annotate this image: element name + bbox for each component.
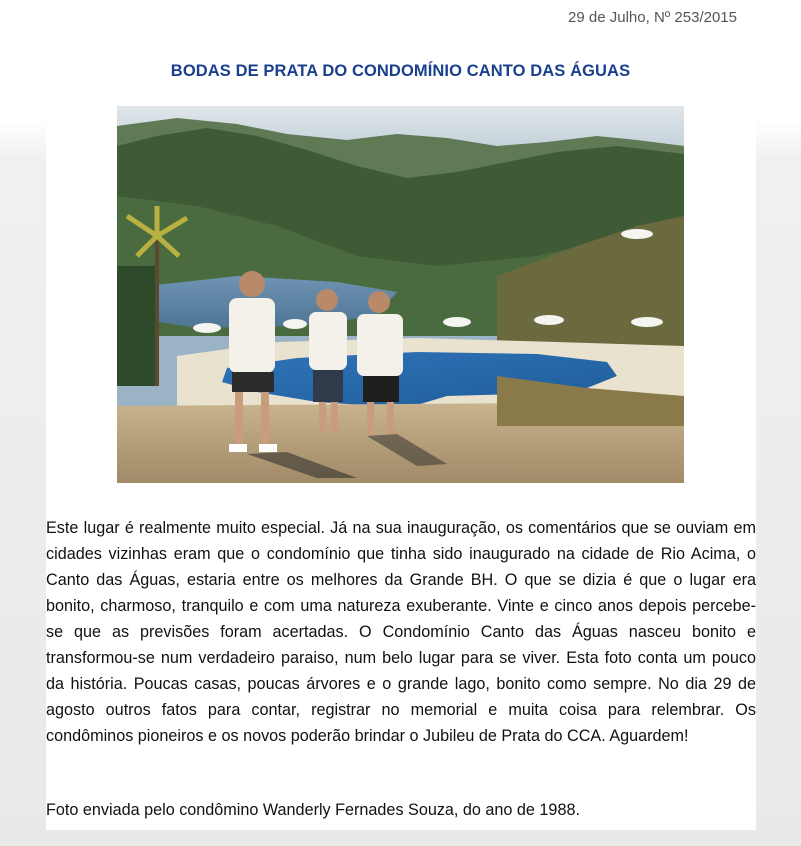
photo-illustration [117, 106, 684, 483]
photo-credit: Foto enviada pelo condômino Wanderly Fernades Souza, do ano de 1988. [46, 801, 580, 819]
article-photo [117, 106, 684, 483]
article-body: Este lugar é realmente muito especial. Já na sua inauguração, os comentários que se ouviam em cidades vizinhas eram que o condomínio que tinha sido inaugurado na cidade de Rio Acima, o Canto das Águas, estaria entre os melhores da Grande BH. O que se dizia é que o lugar era bonito, charmoso, tranquilo e com uma natureza exuberante. Vinte e cinco anos depois percebe-se que as previsões foram acertadas. O Condomínio Canto das Águas nasceu bonito e transformou-se num verdadeiro paraiso, num belo lugar para se viver. Esta foto conta um pouco da história. Poucas casas, poucas árvores e o grande lago, bonito como sempre. No dia 29 de agosto outros fatos para contar, registrar no memorial e muita coisa para relembrar. Os condôminos pioneiros e os novos poderão brindar o Jubileu de Prata do CCA. Aguardem! [46, 519, 756, 745]
left-trees [117, 266, 157, 386]
article-headline: BODAS DE PRATA DO CONDOMÍNIO CANTO DAS ÁGUAS [170, 62, 631, 80]
issue-date-number: 29 de Julho, Nº 253/2015 [568, 9, 737, 26]
